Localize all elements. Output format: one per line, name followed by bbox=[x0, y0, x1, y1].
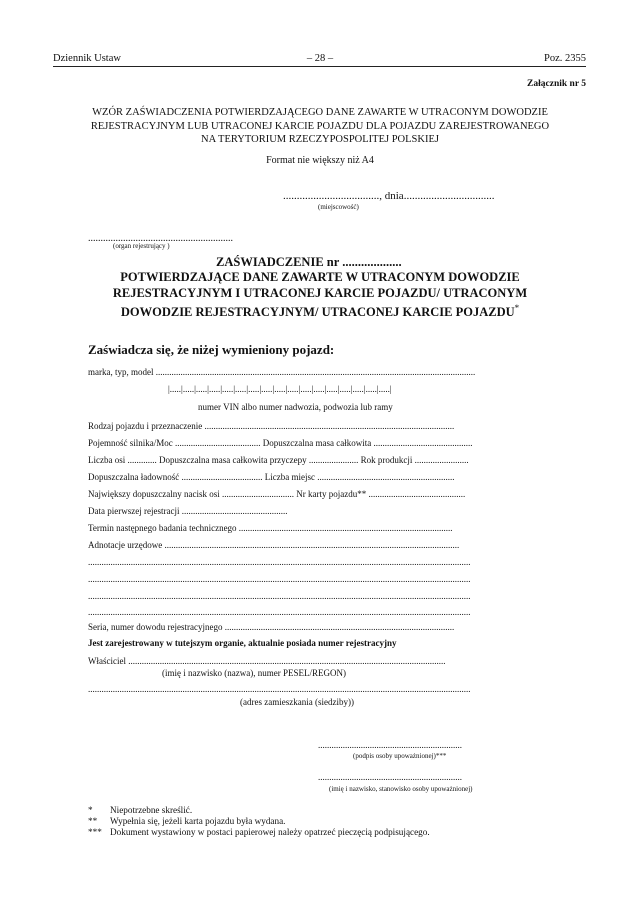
format-note: Format nie większy niż A4 bbox=[266, 155, 374, 166]
vin-caption: numer VIN albo numer nadwozia, podwozia lub ramy bbox=[198, 402, 393, 412]
form-title-line: REJESTRACYJNYM LUB UTRACONEJ KARCIE POJAZDU DLA POJAZDU ZAREJESTROWANEGO bbox=[90, 120, 550, 132]
annex-label: Załącznik nr 5 bbox=[527, 79, 586, 89]
header-rule bbox=[53, 66, 586, 67]
vin-boxes[interactable]: |.....|.....|.....|.....|.....|.....|.....|.....|.....|.....|.....|.....|.....|.....|.....|.....|.....| bbox=[168, 384, 392, 394]
footnote-3 bbox=[88, 827, 430, 837]
notes-continuation-line[interactable]: .......................................................................................................................................................................... bbox=[88, 557, 471, 567]
certificate-subtitle-line: REJESTRACYJNYM I UTRACONEJ KARCIE POJAZDU/ UTRACONYM bbox=[112, 285, 528, 300]
footnote-mark: *** bbox=[88, 827, 102, 837]
notes-continuation-line[interactable]: .......................................................................................................................................................................... bbox=[88, 607, 471, 617]
field-owner[interactable]: Właściciel ............................................................................................................................................. bbox=[88, 656, 446, 666]
form-title-line: WZÓR ZAŚWIADCZENIA POTWIERDZAJĄCEGO DANE ZAWARTE W UTRACONYM DOWODZIE bbox=[92, 107, 548, 118]
footnote-star: * bbox=[514, 303, 520, 313]
field-document-series[interactable]: Seria, numer dowodu rejestracyjnego ...................................................................................................... bbox=[88, 622, 455, 632]
field-axles-trailer-year[interactable]: Liczba osi ............. Dopuszczalna masa całkowita przyczepy ...................... Rok produkcji ........................ bbox=[88, 455, 469, 465]
journal-name: Dziennik Ustaw bbox=[53, 53, 121, 64]
field-engine-mass[interactable]: Pojemność silnika/Moc ...................................... Dopuszczalna masa całkowita ............................................ bbox=[88, 438, 473, 448]
field-axle-load-card[interactable]: Największy dopuszczalny nacisk osi ................................ Nr karty pojazdu** ........................................... bbox=[88, 489, 466, 499]
name-position-caption: (imię i nazwisko, stanowisko osoby upoważnionej) bbox=[329, 785, 473, 793]
field-next-inspection[interactable]: Termin następnego badania technicznego ............................................................................................... bbox=[88, 523, 453, 533]
field-official-notes[interactable]: Adnotacje urzędowe ................................................................................................................................... bbox=[88, 540, 460, 550]
authority-line[interactable]: .......................................................... bbox=[88, 233, 233, 244]
notes-continuation-line[interactable]: .......................................................................................................................................................................... bbox=[88, 574, 471, 584]
footnote-1 bbox=[88, 805, 192, 815]
field-address[interactable]: .......................................................................................................................................................................... bbox=[88, 684, 471, 694]
registered-statement: Jest zarejestrowany w tutejszym organie, aktualnie posiada numer rejestracyjny bbox=[88, 638, 397, 648]
position-number: Poz. 2355 bbox=[544, 53, 586, 64]
certificate-subtitle-text: DOWODZIE REJESTRACYJNYM/ UTRACONEJ KARCIE POJAZDU bbox=[120, 305, 515, 320]
footnote-text: Dokument wystawiony w postaci papierowej należy opatrzeć pieczęcią podpisującego. bbox=[110, 827, 430, 837]
field-vehicle-type[interactable]: Rodzaj pojazdu i przeznaczenie ............................................................................................................... bbox=[88, 421, 455, 431]
notes-continuation-line[interactable]: .......................................................................................................................................................................... bbox=[88, 591, 471, 601]
authority-caption: (organ rejestrujący ) bbox=[113, 242, 170, 250]
footnote-mark: ** bbox=[88, 816, 98, 826]
page-number: – 28 – bbox=[306, 53, 334, 64]
certificate-subtitle-line bbox=[0, 301, 640, 321]
footnote-text: Niepotrzebne skreślić. bbox=[110, 805, 193, 815]
field-first-registration[interactable]: Data pierwszej rejestracji ............................................... bbox=[88, 506, 288, 516]
address-caption: (adres zamieszkania (siedziby)) bbox=[240, 697, 354, 707]
signature-caption: (podpis osoby upoważnionej)*** bbox=[353, 752, 447, 760]
footnote-mark: * bbox=[88, 805, 93, 815]
name-position-line[interactable]: ................................................................ bbox=[318, 772, 462, 782]
intro-text: Zaświadcza się, że niżej wymieniony pojazd: bbox=[88, 342, 335, 357]
place-caption: (miejscowość) bbox=[318, 203, 359, 211]
form-title-line: NA TERYTORIUM RZECZYPOSPOLITEJ POLSKIEJ bbox=[201, 134, 439, 145]
field-load-seats[interactable]: Dopuszczalna ładowność .................................... Liczba miejsc ............................................................. bbox=[88, 472, 455, 482]
footnote-2 bbox=[88, 816, 285, 826]
certificate-subtitle-line: POTWIERDZAJĄCE DANE ZAWARTE W UTRACONYM DOWODZIE bbox=[120, 270, 520, 284]
form-title bbox=[0, 106, 640, 147]
footnote-text: Wypełnia się, jeżeli karta pojazdu była wydana. bbox=[110, 816, 286, 826]
owner-caption: (imię i nazwisko (nazwa), numer PESEL/REGON) bbox=[162, 668, 346, 678]
place-date-line[interactable]: ..................................., dnia................................. bbox=[283, 190, 495, 202]
certificate-subtitle bbox=[0, 270, 640, 321]
certificate-heading: ZAŚWIADCZENIE nr ................... bbox=[216, 255, 402, 269]
signature-line[interactable]: ................................................................ bbox=[318, 740, 462, 750]
field-make-model[interactable]: marka, typ, model .............................................................................................................................................. bbox=[88, 367, 476, 377]
